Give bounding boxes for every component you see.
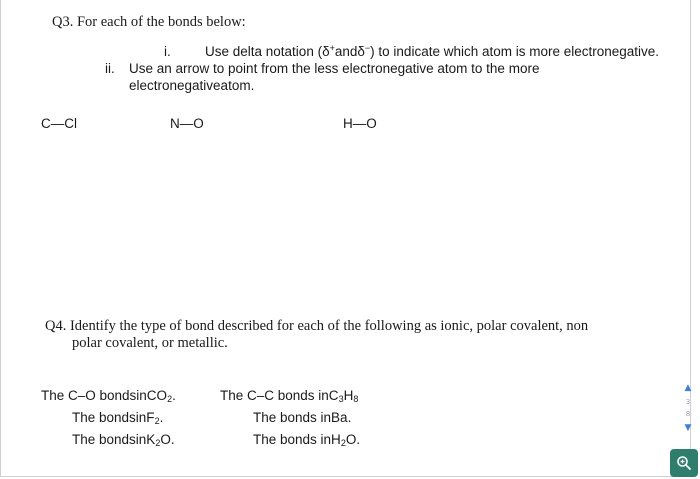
q4-item-co2: The C–O bondsinCO$_2$. <box>41 388 176 404</box>
q3-heading: Q3. For each of the bonds below: <box>52 14 246 30</box>
page-current: 3 <box>685 397 691 406</box>
q3-item-ii-line1: Use an arrow to point from the less electronegative atom to the more <box>129 61 540 76</box>
q3-item-i-text: Use delta notation (δ+andδ−) to indicate which atom is more electronegative. <box>205 43 660 59</box>
page-total: 8 <box>685 410 691 419</box>
page-down-arrow-icon[interactable]: ▼ <box>684 422 692 433</box>
bond-c-cl: C—Cl <box>41 116 77 131</box>
q3-item-ii-line2: electronegativeatom. <box>129 78 255 93</box>
q4-item-f2: The bondsinF$_2$. <box>72 410 164 426</box>
q4-item-h2o: The bonds inH$_2$O. <box>253 432 361 448</box>
bond-h-o: H—O <box>343 116 377 131</box>
q3-item-i-numeral: i. <box>164 44 171 59</box>
page-up-arrow-icon[interactable]: ▲ <box>684 383 692 393</box>
q4-line2: polar covalent, or metallic. <box>72 335 228 351</box>
zoom-button[interactable] <box>670 449 698 477</box>
q4-item-k2o: The bondsinK$_2$O. <box>72 432 175 448</box>
bond-n-o: N—O <box>170 116 204 131</box>
q4-item-c3h8: The C–C bonds $inC_3H_8$ <box>220 388 359 404</box>
q3-item-ii-numeral: ii. <box>105 61 115 76</box>
q4-line1: Q4. Identify the type of bond described for each of the following as ionic, polar covalent, non <box>45 318 589 334</box>
zoom-in-icon <box>676 455 692 471</box>
q4-item-ba: The bonds inBa. <box>253 410 352 425</box>
page-navigator <box>681 383 695 433</box>
